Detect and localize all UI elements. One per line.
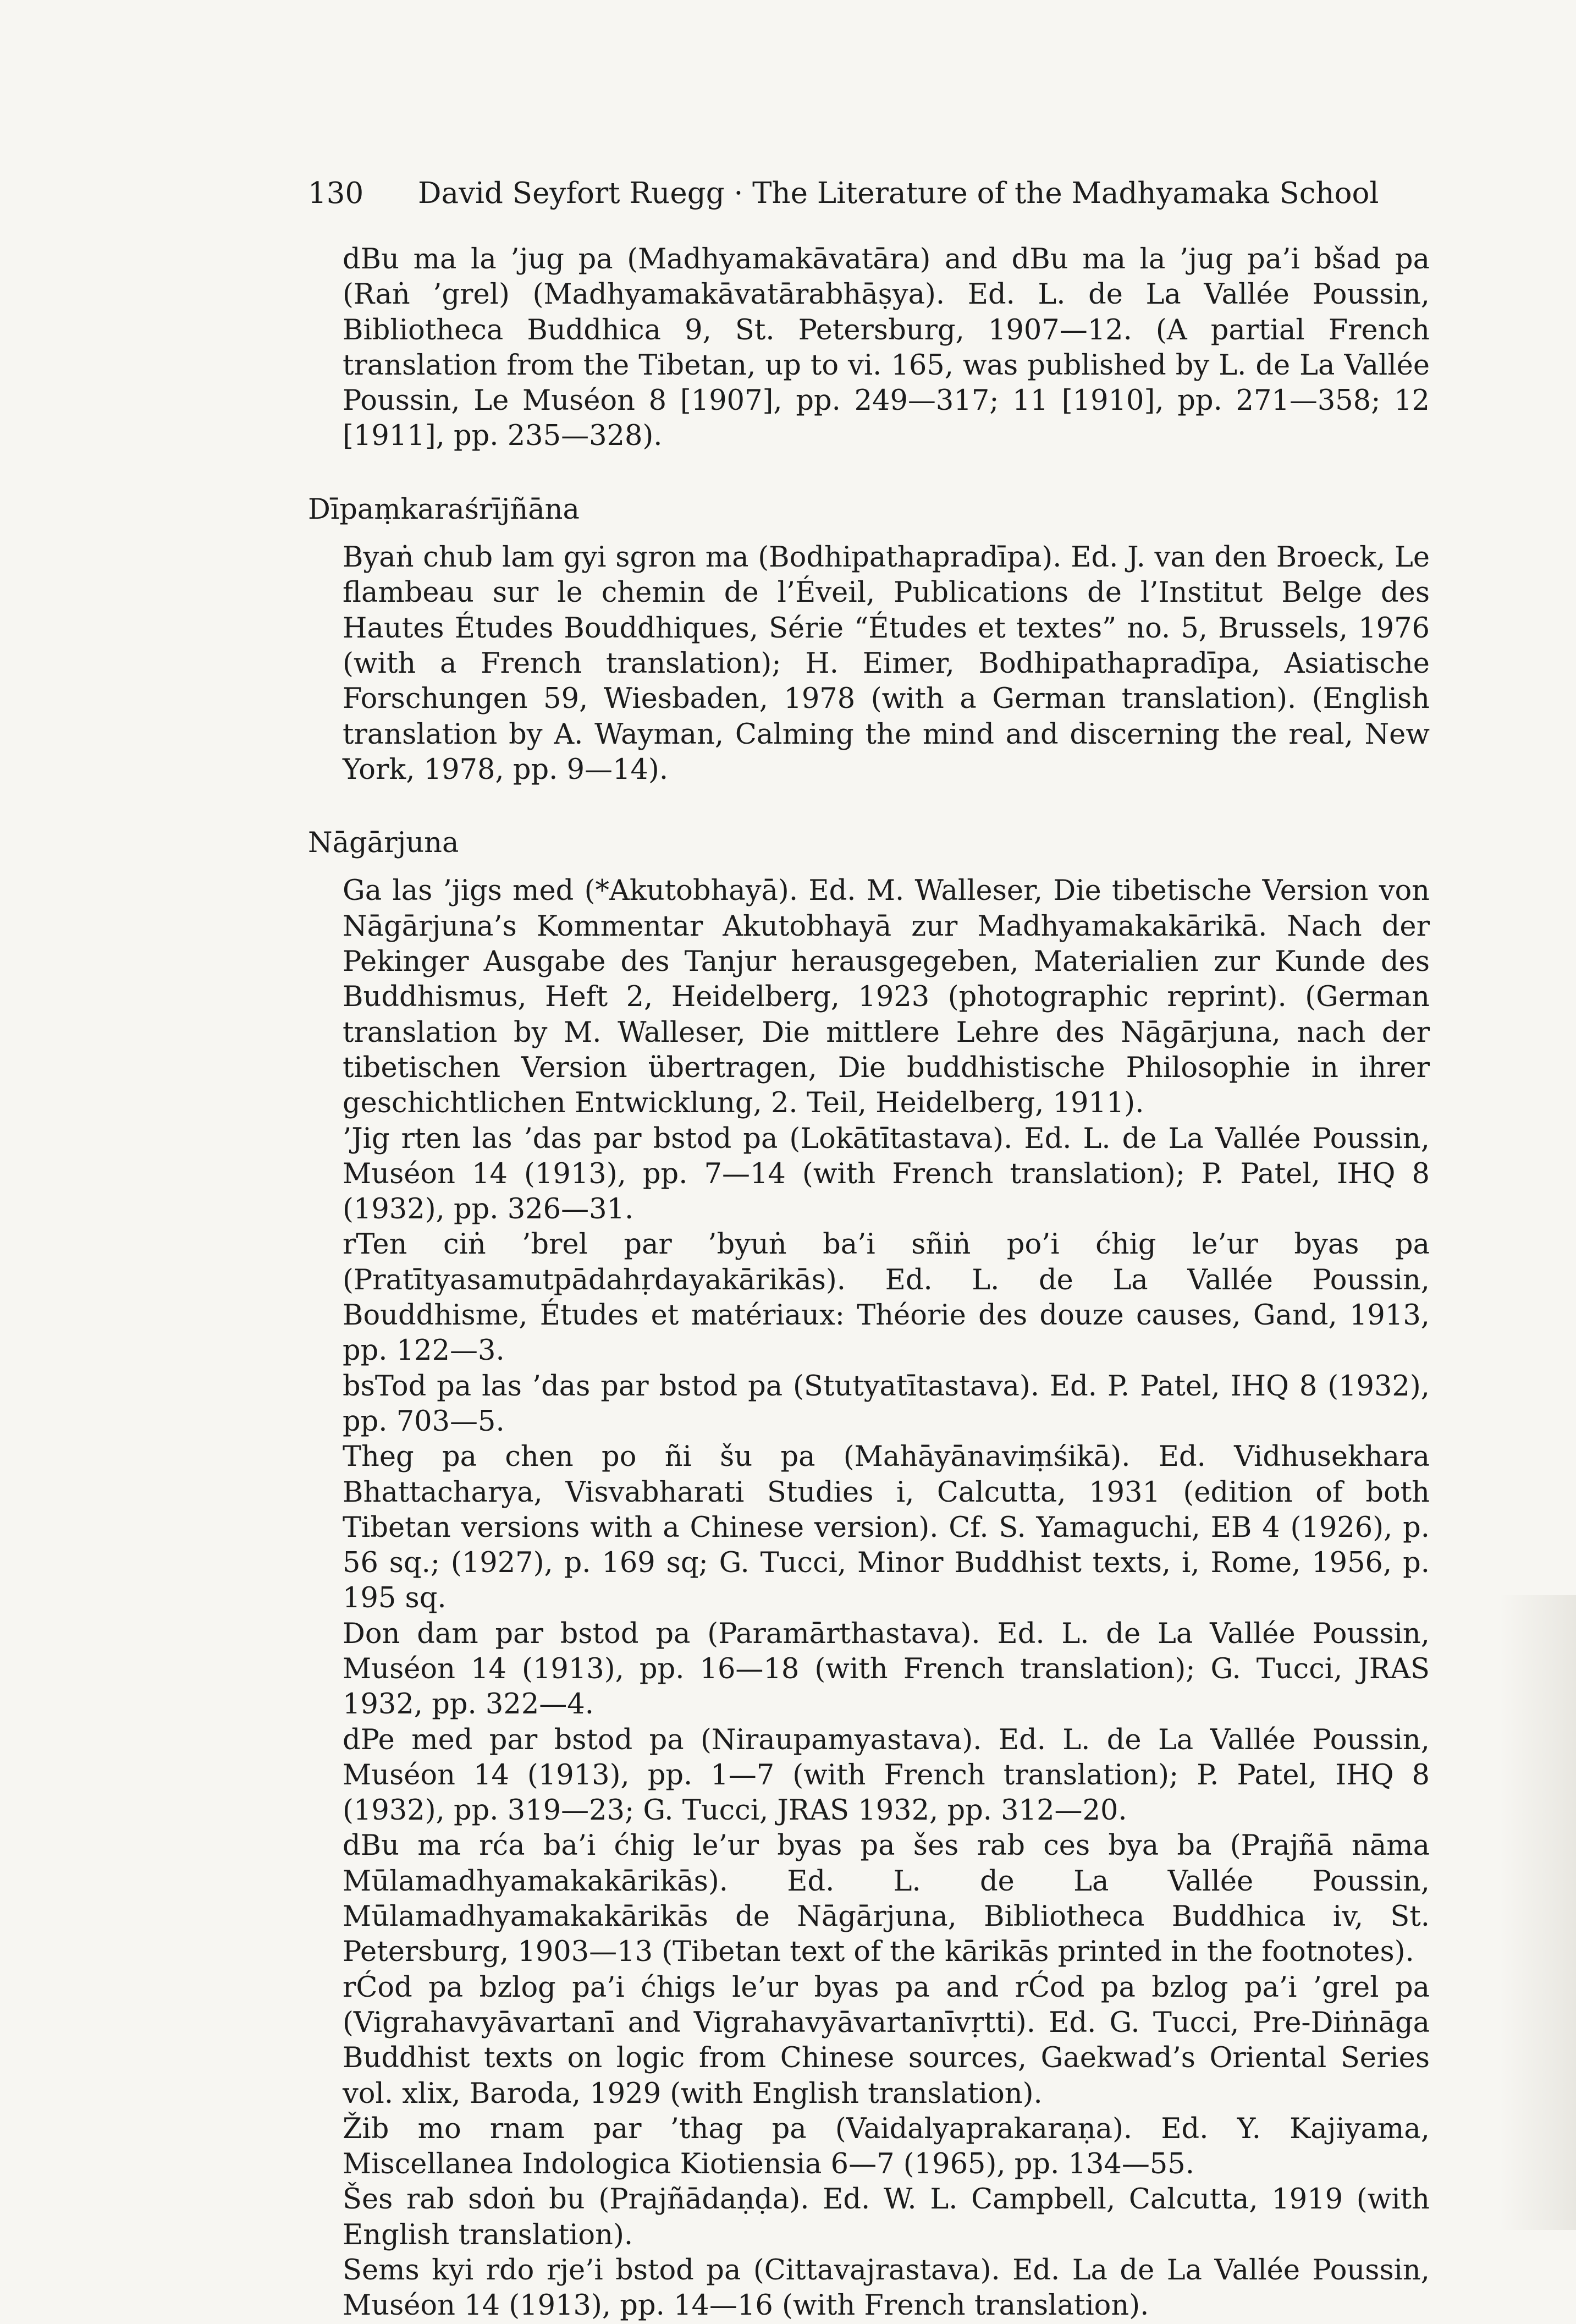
bibliography-entry: dBu ma la ’jug pa (Madhyamakāvatāra) and dBu ma la ’jug pa’i bšad pa (Raṅ ’grel) (Madhyamakāvatārabhāṣya). Ed. L. de La Vallée Poussin, Bibliotheca Buddhica 9, St. Petersburg, 1907—12. (A partial French translation from the Tibetan, up to vi. 165, was published by L. de La Vallée Poussin, Le Muséon 8 [1907], pp. 249—317; 11 [1910], pp. 271—358; 12 [1911], pp. 235—328).: [343, 243, 1430, 453]
bibliography-entry: dBu ma rća ba’i ćhig le’ur byas pa šes rab ces bya ba (Prajñā nāma Mūlamadhyamakakārikās). Ed. L. de La Vallée Poussin, Mūlamadhyamakakārikās de Nāgārjuna, Bibliotheca Buddhica iv, St. Petersburg, 1903—13 (Tibetan text of the kārikās printed in the footnotes).: [343, 1829, 1430, 1969]
bibliography-entry: bsTod pa las ’das par bstod pa (Stutyatītastava). Ed. P. Patel, IHQ 8 (1932), pp. 703—5.: [343, 1370, 1430, 1438]
bibliography-entry: Sems kyi rdo rje’i bstod pa (Cittavajrastava). Ed. La de La Vallée Poussin, Muséon 14 (1913), pp. 14—16 (with French translation).: [343, 2254, 1430, 2322]
bibliography-entry: Šes rab sdoṅ bu (Prajñādaṇḍa). Ed. W. L. Campbell, Calcutta, 1919 (with English translation).: [343, 2183, 1430, 2251]
bibliography-entry: rTen ciṅ ’brel par ’byuṅ ba’i sñiṅ po’i ćhig le’ur byas pa (Pratītyasamutpādahṛdayakārikās). Ed. L. de La Vallée Poussin, Bouddhisme, Études et matériaux: Théorie des douze causes, Gand, 1913, pp. 122—3.: [343, 1228, 1430, 1367]
running-title: David Seyfort Ruegg · The Literature of the Madhyamaka School: [418, 177, 1379, 210]
bibliography-entry: Byaṅ chub lam gyi sgron ma (Bodhipathapradīpa). Ed. J. van den Broeck, Le flambeau sur le chemin de l’Éveil, Publications de l’Institut Belge des Hautes Études Bouddhiques, Série “Études et textes” no. 5, Brussels, 1976 (with a French translation); H. Eimer, Bodhipathapradīpa, Asiatische Forschungen 59, Wiesbaden, 1978 (with a German translation). (English translation by A. Wayman, Calming the mind and discerning the real, New York, 1978, pp. 9—14).: [343, 541, 1430, 786]
bibliography-entry: Theg pa chen po ñi šu pa (Mahāyānaviṃśikā). Ed. Vidhusekhara Bhattacharya, Visvabharati Studies i, Calcutta, 1931 (edition of both Tibetan versions with a Chinese version). Cf. S. Yamaguchi, EB 4 (1926), p. 56 sq.; (1927), p. 169 sq; G. Tucci, Minor Buddhist texts, i, Rome, 1956, p. 195 sq.: [343, 1441, 1430, 1615]
bibliography-section-continued: [308, 242, 1430, 454]
bibliography-entry: dPe med par bstod pa (Niraupamyastava). Ed. L. de La Vallée Poussin, Muséon 14 (1913), pp. 1—7 (with French translation); P. Patel, IHQ 8 (1932), pp. 319—23; G. Tucci, JRAS 1932, pp. 312—20.: [343, 1723, 1430, 1827]
bibliography-entry: Ga las ’jigs med (*Akutobhayā). Ed. M. Walleser, Die tibetische Version von Nāgārjuna’s Kommentar Akutobhayā zur Madhyamakakārikā. Nach der Pekinger Ausgabe des Tanjur herausgegeben, Materialien zur Kunde des Buddhismus, Heft 2, Heidelberg, 1923 (photographic reprint). (German translation by M. Walleser, Die mittlere Lehre des Nāgārjuna, nach der tibetischen Version übertragen, Die buddhistische Philosophie in ihrer geschichtlichen Entwicklung, 2. Teil, Heidelberg, 1911).: [343, 875, 1430, 1120]
bibliography-entry: rĆod pa bzlog pa’i ćhigs le’ur byas pa and rĆod pa bzlog pa’i ’grel pa (Vigrahavyāvartanī and Vigrahavyāvartanīvṛtti). Ed. G. Tucci, Pre-Diṅnāga Buddhist texts on logic from Chinese sources, Gaekwad’s Oriental Series vol. xlix, Baroda, 1929 (with English translation).: [343, 1971, 1430, 2110]
bibliography-entry: ’Jig rten las ’das par bstod pa (Lokātītastava). Ed. L. de La Vallée Poussin, Muséon 14 (1913), pp. 7—14 (with French translation); P. Patel, IHQ 8 (1932), pp. 326—31.: [343, 1122, 1430, 1226]
page-number: 130: [308, 177, 364, 210]
bibliography: [308, 242, 1430, 2324]
author-heading: Nāgārjuna: [308, 827, 459, 860]
bibliography-entry: Žib mo rnam par ’thag pa (Vaidalyaprakaraṇa). Ed. Y. Kajiyama, Miscellanea Indologica Kiotiensia 6—7 (1965), pp. 134—55.: [343, 2112, 1430, 2181]
running-head: [308, 175, 1379, 212]
bibliography-entry: Don dam par bstod pa (Paramārthastava). Ed. L. de La Vallée Poussin, Muséon 14 (1913), pp. 16—18 (with French translation); G. Tucci, JRAS 1932, pp. 322—4.: [343, 1617, 1430, 1721]
bibliography-section-dipamkarasrijnana: [308, 492, 1430, 788]
page-edge-shading: [1499, 1595, 1576, 2230]
bibliography-section-nagarjuna: [308, 826, 1430, 2323]
author-heading: Dīpaṃkaraśrījñāna: [308, 493, 580, 526]
